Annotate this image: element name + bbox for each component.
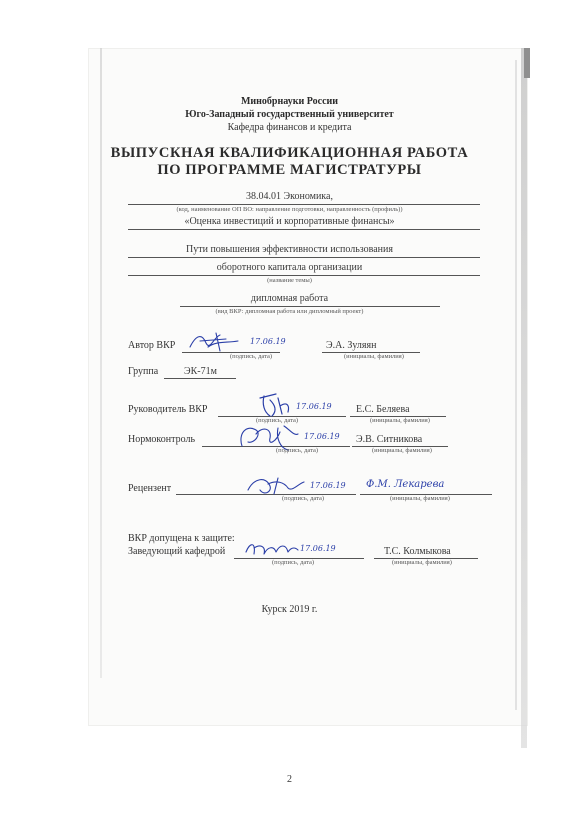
program-code-underline [128,204,480,205]
program-code-caption: (код, наименование ОП ВО: направление подготовки, направленность (профиль)) [176,206,403,213]
group-underline [164,378,236,379]
scan-corner-shadow [524,48,530,78]
author-name-caption: (инициалы, фамилия) [344,353,404,360]
program-profile-underline [128,229,480,230]
department-head-label: Заведующий кафедрой [128,546,226,557]
normcontrol-sign-caption: (подпись, дата) [276,447,319,454]
topic-line2: оборотного капитала организации [216,262,363,273]
topic-line1-underline [128,257,480,258]
program-profile: «Оценка инвестиций и корпоративные финансы» [184,216,395,227]
admission-text: ВКР допущена к защите: [128,533,235,544]
document-title-line2: ПО ПРОГРАММЕ МАГИСТРАТУРЫ [157,162,422,178]
topic-line2-underline [128,275,480,276]
supervisor-sign-caption: (подпись, дата) [256,417,299,424]
group-label: Группа [128,366,159,377]
university-name: Юго-Западный государственный университет [185,109,394,120]
group-value: ЭК-71м [184,366,217,377]
reviewer-name-handwritten: Ф.М. Лекарева [366,479,445,490]
author-sign-caption: (подпись, дата) [230,353,273,360]
department-head-sign-caption: (подпись, дата) [272,559,315,566]
department-name: Кафедра финансов и кредита [227,122,352,133]
department-head-sign-date: 17.06.19 [300,544,336,553]
work-type-caption: (вид ВКР: дипломная работа или дипломный проект) [215,308,364,315]
reviewer-name-caption: (инициалы, фамилия) [390,495,450,502]
department-head-name: Т.С. Колмыкова [384,546,451,557]
supervisor-signature [254,390,298,420]
normcontrol-name: Э.В. Ситникова [356,434,423,445]
supervisor-sign-date: 17.06.19 [296,402,332,411]
normcontrol-label: Нормоконтроль [128,434,196,445]
department-head-name-caption: (инициалы, фамилия) [392,559,452,566]
supervisor-name: Е.С. Беляева [356,404,410,415]
city-year: Курск 2019 г. [261,604,318,615]
normcontrol-name-caption: (инициалы, фамилия) [372,447,432,454]
topic-caption: (название темы) [267,277,312,284]
topic-line1: Пути повышения эффективности использования [186,244,393,255]
scan-edge-left [100,48,102,678]
page-number: 2 [287,774,292,785]
ministry-name: Минобрнауки России [240,96,339,107]
supervisor-name-caption: (инициалы, фамилия) [370,417,430,424]
work-type: дипломная работа [250,293,329,304]
reviewer-sign-date: 17.06.19 [310,481,346,490]
program-code: 38.04.01 Экономика, [246,191,333,202]
author-signature [186,329,246,355]
reviewer-label: Рецензент [128,483,172,494]
reviewer-sign-caption: (подпись, дата) [282,495,325,502]
author-name: Э.А. Зуляян [326,340,377,351]
normcontrol-sign-date: 17.06.19 [304,432,340,441]
work-type-underline [180,306,440,307]
supervisor-label: Руководитель ВКР [128,404,208,415]
document-title-line1: ВЫПУСКНАЯ КВАЛИФИКАЦИОННАЯ РАБОТА [110,145,469,161]
author-label: Автор ВКР [128,340,176,351]
author-sign-date: 17.06.19 [250,337,286,346]
